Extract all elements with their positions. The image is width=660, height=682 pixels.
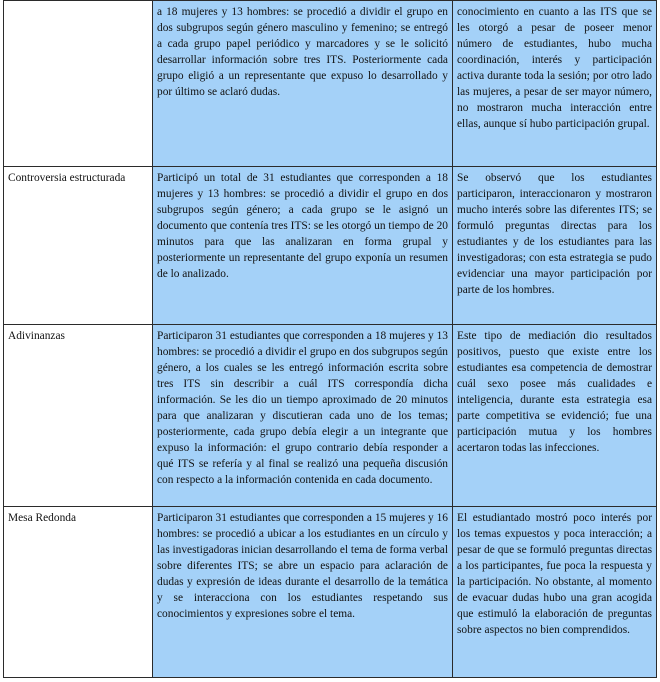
result-cell <box>453 325 657 507</box>
strategy-cell <box>4 507 153 678</box>
strategy-name: Controversia estructurada <box>8 172 126 184</box>
strategy-cell <box>4 1 153 167</box>
table-row <box>4 167 657 325</box>
result-cell <box>453 167 657 325</box>
strategy-cell <box>4 167 153 325</box>
strategy-result: conocimiento en cuanto a las ITS que se les otorgó a pesar de poseer menor número de estudiantes, hubo mucha coordinación, interés y participación activa durante toda la sesión; por otro lado las mujeres, a pesar de ser mayor número, no mostraron mucha interacción entre ellas, aunque sí hubo participación grupal. <box>457 6 652 130</box>
strategy-name: Adivinanzas <box>8 330 65 342</box>
description-cell <box>153 167 453 325</box>
description-cell <box>153 507 453 678</box>
table-row <box>4 1 657 167</box>
strategy-result: El estudiantado mostró poco interés por los temas expuestos y poca interacción; a pesar de que se formuló preguntas directas a los participantes, fue poca la respuesta y la participación. No obstante, al momento de evacuar dudas hubo una gran acogida que estimuló la elaboración de preguntas sobre aspectos no bien comprendidos. <box>457 512 652 636</box>
table-row <box>4 507 657 678</box>
table-row <box>4 325 657 507</box>
strategy-description: Participaron 31 estudiantes que corresponden a 18 mujeres y 13 hombres: se procedió a dividir el grupo en dos subgrupos según género, a los cuales se les entregó información escrita sobre tres ITS sin describir a cuál ITS correspondía dicha información. Se les dio un tiempo aproximado de 20 minutos para que analizaran y discutieran cada uno de los temas; posteriormente, cada grupo debía elegir a un integrante que expuso la información: el grupo contrario debía responder a qué ITS se refería y al final se realizó una pequeña discusión con respecto a la información contenida en cada documento. <box>157 330 448 486</box>
strategy-description: Participó un total de 31 estudiantes que corresponden a 18 mujeres y 13 hombres: se procedió a dividir el grupo en dos subgrupos según género; a cada grupo se le asignó un documento que contenía tres ITS: se les otorgó un tiempo de 20 minutos para que las analizaran en forma grupal y posteriormente un representante del grupo exponía un resumen de lo analizado. <box>157 172 448 280</box>
strategy-description: Participaron 31 estudiantes que corresponden a 15 mujeres y 16 hombres: se procedió a ubicar a los estudiantes en un círculo y las investigadoras inician desarrollando el tema de forma verbal sobre diferentes ITS; se abre un espacio para aclaración de dudas y expresión de ideas durante el desarrollo de la temática y se interacciona con los estudiantes respetando sus conocimientos y expresiones sobre el tema. <box>157 512 448 620</box>
result-cell <box>453 507 657 678</box>
strategies-table <box>3 0 657 678</box>
description-cell <box>153 325 453 507</box>
strategy-result: Este tipo de mediación dio resultados positivos, puesto que existe entre los estudiantes esa competencia de demostrar cuál sexo posee más cualidades e inteligencia, durante esta estrategia esa parte competitiva se evidenció; fue una participación mutua y los hombres acertaron todas las infecciones. <box>457 330 652 454</box>
strategy-cell <box>4 325 153 507</box>
description-cell <box>153 1 453 167</box>
result-cell <box>453 1 657 167</box>
strategy-description: a 18 mujeres y 13 hombres: se procedió a dividir el grupo en dos subgrupos según género masculino y femenino; se entregó a cada grupo papel periódico y marcadores y se le solicitó desarrollar información sobre tres ITS. Posteriormente cada grupo eligió a un representante que expuso lo desarrollado y por último se aclaró dudas. <box>157 6 448 98</box>
strategy-name: Mesa Redonda <box>8 512 77 524</box>
strategy-result: Se observó que los estudiantes participaron, interaccionaron y mostraron mucho interés sobre las diferentes ITS; se formuló preguntas directas para los estudiantes y de los estudiantes para las investigadoras; con esta estrategia se pudo evidenciar una mayor participación por parte de los hombres. <box>457 172 652 296</box>
